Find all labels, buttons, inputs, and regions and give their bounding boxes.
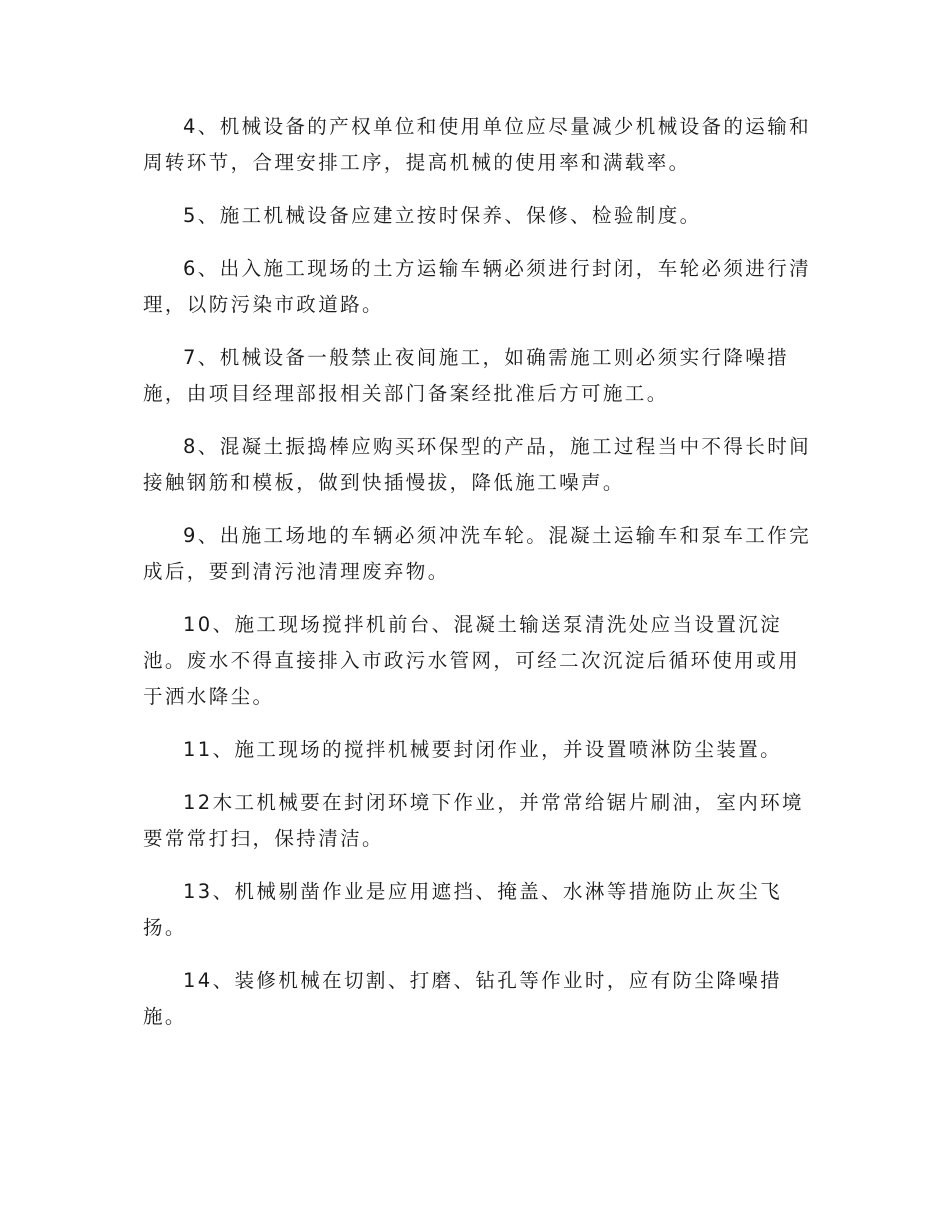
- paragraph-line: 13、机械剔凿作业是应用遮挡、掩盖、水淋等措施防止灰尘飞: [183, 880, 783, 903]
- document-body: [143, 109, 812, 1052]
- paragraph-line: 8、混凝土振捣棒应购买环保型的产品，施工过程当中不得长时间: [183, 435, 812, 458]
- paragraph-line: 池。废水不得直接排入市政污水管网，可经二次沉淀后循环使用或用: [143, 649, 801, 672]
- paragraph-item-4: [143, 109, 812, 181]
- paragraph-line: 于洒水降尘。: [143, 685, 275, 708]
- paragraph-item-14: [143, 963, 807, 1035]
- paragraph-line: 9、出施工场地的车辆必须冲洗车轮。混凝土运输车和泵车工作完: [183, 524, 812, 547]
- paragraph-line: 周转环节，合理安排工序，提高机械的使用率和满载率。: [143, 151, 691, 174]
- paragraph-line: 6、出入施工现场的土方运输车辆必须进行封闭，车轮必须进行清: [183, 257, 812, 280]
- paragraph-item-6: [143, 251, 812, 323]
- paragraph-item-11: [143, 732, 807, 768]
- paragraph-item-13: [143, 874, 807, 946]
- paragraph-line: 成后，要到清污池清理废弃物。: [143, 560, 450, 583]
- paragraph-line: 施。: [143, 1005, 187, 1028]
- paragraph-item-7: [143, 340, 807, 412]
- paragraph-item-9: [143, 518, 812, 590]
- paragraph-item-12: [143, 785, 807, 857]
- paragraph-line: 施，由项目经理部报相关部门备案经批准后方可施工。: [143, 382, 669, 405]
- paragraph-line: 7、机械设备一般禁止夜间施工，如确需施工则必须实行降噪措: [183, 346, 790, 369]
- paragraph-item-10: [143, 607, 807, 715]
- paragraph-line: 12木工机械要在封闭环境下作业，并常常给锯片刷油，室内环境: [183, 791, 804, 814]
- paragraph-line: 14、装修机械在切割、打磨、钻孔等作业时，应有防尘降噪措: [183, 969, 783, 992]
- paragraph-line: 11、施工现场的搅拌机械要封闭作业，并设置喷淋防尘装置。: [183, 738, 783, 761]
- paragraph-item-8: [143, 429, 812, 501]
- paragraph-item-5: [143, 198, 807, 234]
- paragraph-line: 接触钢筋和模板，做到快插慢拔，降低施工噪声。: [143, 471, 625, 494]
- paragraph-line: 要常常打扫，保持清洁。: [143, 827, 384, 850]
- paragraph-line: 5、施工机械设备应建立按时保养、保修、检验制度。: [183, 204, 702, 227]
- paragraph-line: 10、施工现场搅拌机前台、混凝土输送泵清洗处应当设置沉淀: [183, 613, 783, 636]
- paragraph-line: 理，以防污染市政道路。: [143, 293, 384, 316]
- paragraph-line: 4、机械设备的产权单位和使用单位应尽量减少机械设备的运输和: [183, 115, 812, 138]
- paragraph-line: 扬。: [143, 916, 187, 939]
